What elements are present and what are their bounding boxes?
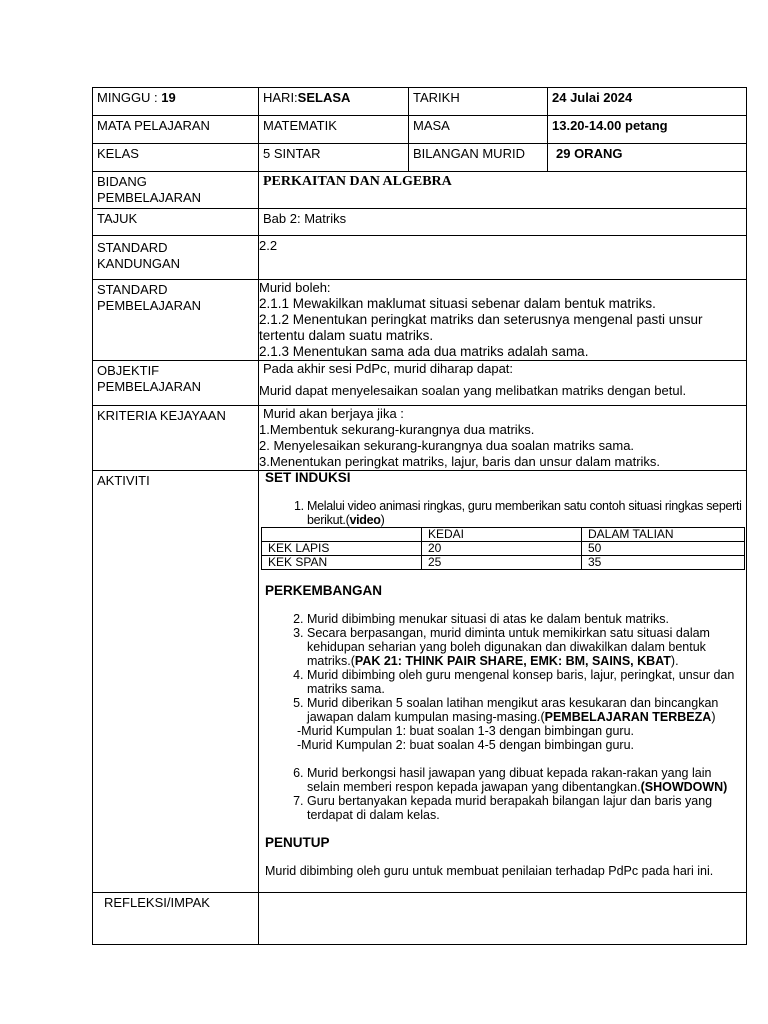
hari-cell xyxy=(259,88,409,116)
perkembangan-list xyxy=(261,612,745,724)
perkembangan-item-end: ) xyxy=(711,710,716,724)
standard-pembelajaran-item: 2.1.1 Mewakilkan maklumat situasi sebenar dalam bentuk matriks. xyxy=(259,296,656,311)
perkembangan-item-text: Secara berpasangan, murid diminta untuk memikirkan satu situasi dalam kehidupan seharian yang boleh digunakan dan diwakilkan dalam bentuk matriks.( xyxy=(307,626,710,668)
mata-pelajaran-value: MATEMATIK xyxy=(259,116,409,144)
perkembangan-list-cont xyxy=(261,766,745,822)
perkembangan-item xyxy=(307,626,745,668)
set-induksi-item-text: Melalui video animasi ringkas, guru memberikan satu contoh situasi ringkas seperti berikut.( xyxy=(307,499,742,527)
standard-pembelajaran-label: STANDARD PEMBELAJARAN xyxy=(93,280,259,361)
standard-kandungan-value: 2.2 xyxy=(259,236,747,280)
lesson-plan-page xyxy=(92,87,746,945)
perkembangan-item: 7. Guru bertanyakan kepada murid berapakah bilangan lajur dan baris yang terdapat di dalam kelas. xyxy=(307,794,745,822)
lesson-plan-table xyxy=(92,87,747,945)
standard-kandungan-label: STANDARD KANDUNGAN xyxy=(93,236,259,280)
kumpulan-2-note: -Murid Kumpulan 2: buat soalan 4-5 dengan bimbingan guru. xyxy=(297,738,635,752)
perkembangan-item-bold: (SHOWDOWN) xyxy=(640,780,728,794)
row-refleksi xyxy=(93,893,747,945)
row-bidang xyxy=(93,172,747,209)
penutup-title: PENUTUP xyxy=(265,835,330,850)
minggu-cell xyxy=(93,88,259,116)
minggu-label: MINGGU : xyxy=(97,90,158,105)
refleksi-value xyxy=(259,893,747,945)
perkembangan-item: 2. Murid dibimbing menukar situasi di atas ke dalam bentuk matriks. xyxy=(307,612,745,626)
kek-table-cell: 25 xyxy=(422,556,582,570)
aktiviti-label: AKTIVITI xyxy=(93,471,259,893)
hari-value: SELASA xyxy=(297,90,351,105)
perkembangan-item xyxy=(307,696,745,724)
objektif-cell xyxy=(259,361,747,406)
kek-table-header-cell: KEDAI xyxy=(422,528,582,542)
hari-label: HARI: xyxy=(263,90,298,105)
row-aktiviti xyxy=(93,471,747,893)
set-induksi-title: SET INDUKSI xyxy=(265,470,351,485)
kek-table-row xyxy=(262,556,745,570)
minggu-value: 19 xyxy=(161,90,176,105)
tajuk-label: TAJUK xyxy=(93,209,259,236)
standard-pembelajaran-item: 2.1.3 Menentukan sama ada dua matriks adalah sama. xyxy=(259,344,589,359)
kriteria-intro: Murid akan berjaya jika : xyxy=(263,406,404,421)
row-standard-pembelajaran xyxy=(93,280,747,361)
set-induksi-item-bold: video xyxy=(349,513,381,527)
bilangan-value: 29 ORANG xyxy=(548,144,747,172)
perkembangan-item-bold: PEMBELAJARAN TERBEZA xyxy=(544,710,712,724)
tarikh-label: TARIKH xyxy=(409,88,548,116)
kek-table-cell: 35 xyxy=(582,556,745,570)
standard-pembelajaran-intro: Murid boleh: xyxy=(259,280,331,295)
standard-pembelajaran-item: 2.1.2 Menentukan peringkat matriks dan seterusnya mengenal pasti unsur tertentu dalam suatu matriks. xyxy=(259,312,703,343)
kek-table-cell: 50 xyxy=(582,542,745,556)
perkembangan-item-text: Murid berkongsi hasil jawapan yang dibuat kepada rakan-rakan yang lain selain memberi respon kepada jawapan yang dibentangkan. xyxy=(307,766,712,794)
refleksi-label: REFLEKSI/IMPAK xyxy=(93,893,259,945)
set-induksi-item-end: ) xyxy=(380,513,385,527)
perkembangan-item-bold: PAK 21: THINK PAIR SHARE, EMK: BM, SAINS, KBAT xyxy=(354,654,671,668)
tajuk-value: Bab 2: Matriks xyxy=(259,209,747,236)
row-tajuk xyxy=(93,209,747,236)
row-mata-pelajaran xyxy=(93,116,747,144)
kelas-value: 5 SINTAR xyxy=(259,144,409,172)
kriteria-item: 3.Menentukan peringkat matriks, lajur, baris dan unsur dalam matriks. xyxy=(259,454,661,469)
kek-table-header-cell xyxy=(262,528,422,542)
kek-table-cell: KEK SPAN xyxy=(262,556,422,570)
objektif-text: Murid dapat menyelesaikan soalan yang melibatkan matriks dengan betul. xyxy=(259,383,687,398)
kek-table-row xyxy=(262,542,745,556)
perkembangan-item: 4. Murid dibimbing oleh guru mengenal konsep baris, lajur, peringkat, unsur dan matriks sama. xyxy=(307,668,745,696)
perkembangan-item-text: Murid diberikan 5 soalan latihan mengikut aras kesukaran dan bincangkan jawapan dalam kumpulan masing-masing.( xyxy=(307,696,719,724)
kek-table-header xyxy=(262,528,745,542)
kek-table-cell: 20 xyxy=(422,542,582,556)
perkembangan-item xyxy=(307,766,745,794)
tarikh-value: 24 Julai 2024 xyxy=(548,88,747,116)
set-induksi-item xyxy=(307,499,745,527)
aktiviti-cell xyxy=(259,471,747,893)
penutup-text: Murid dibimbing oleh guru untuk membuat penilaian terhadap PdPc pada hari ini. xyxy=(265,864,714,878)
objektif-label: OBJEKTIF PEMBELAJARAN xyxy=(93,361,259,406)
row-kriteria xyxy=(93,406,747,471)
bilangan-label: BILANGAN MURID xyxy=(409,144,548,172)
set-induksi-list xyxy=(261,499,745,527)
kriteria-label: KRITERIA KEJAYAAN xyxy=(93,406,259,471)
kek-table-header-cell: DALAM TALIAN xyxy=(582,528,745,542)
bidang-value: PERKAITAN DAN ALGEBRA xyxy=(259,172,747,209)
row-kelas xyxy=(93,144,747,172)
kriteria-cell xyxy=(259,406,747,471)
kek-table xyxy=(261,527,745,570)
perkembangan-title: PERKEMBANGAN xyxy=(265,583,383,598)
mata-pelajaran-label: MATA PELAJARAN xyxy=(93,116,259,144)
row-standard-kandungan xyxy=(93,236,747,280)
standard-pembelajaran-cell xyxy=(259,280,747,361)
kek-table-cell: KEK LAPIS xyxy=(262,542,422,556)
kumpulan-1-note: -Murid Kumpulan 1: buat soalan 1-3 dengan bimbingan guru. xyxy=(297,724,635,738)
objektif-intro: Pada akhir sesi PdPc, murid diharap dapat: xyxy=(263,361,514,376)
kelas-label: KELAS xyxy=(93,144,259,172)
masa-value: 13.20-14.00 petang xyxy=(548,116,747,144)
masa-label: MASA xyxy=(409,116,548,144)
row-objektif xyxy=(93,361,747,406)
perkembangan-item-end: ). xyxy=(670,654,679,668)
bidang-label: BIDANG PEMBELAJARAN xyxy=(93,172,259,209)
kriteria-item: 2. Menyelesaikan sekurang-kurangnya dua soalan matriks sama. xyxy=(259,438,635,453)
row-minggu xyxy=(93,88,747,116)
kriteria-item: 1.Membentuk sekurang-kurangnya dua matriks. xyxy=(259,422,535,437)
